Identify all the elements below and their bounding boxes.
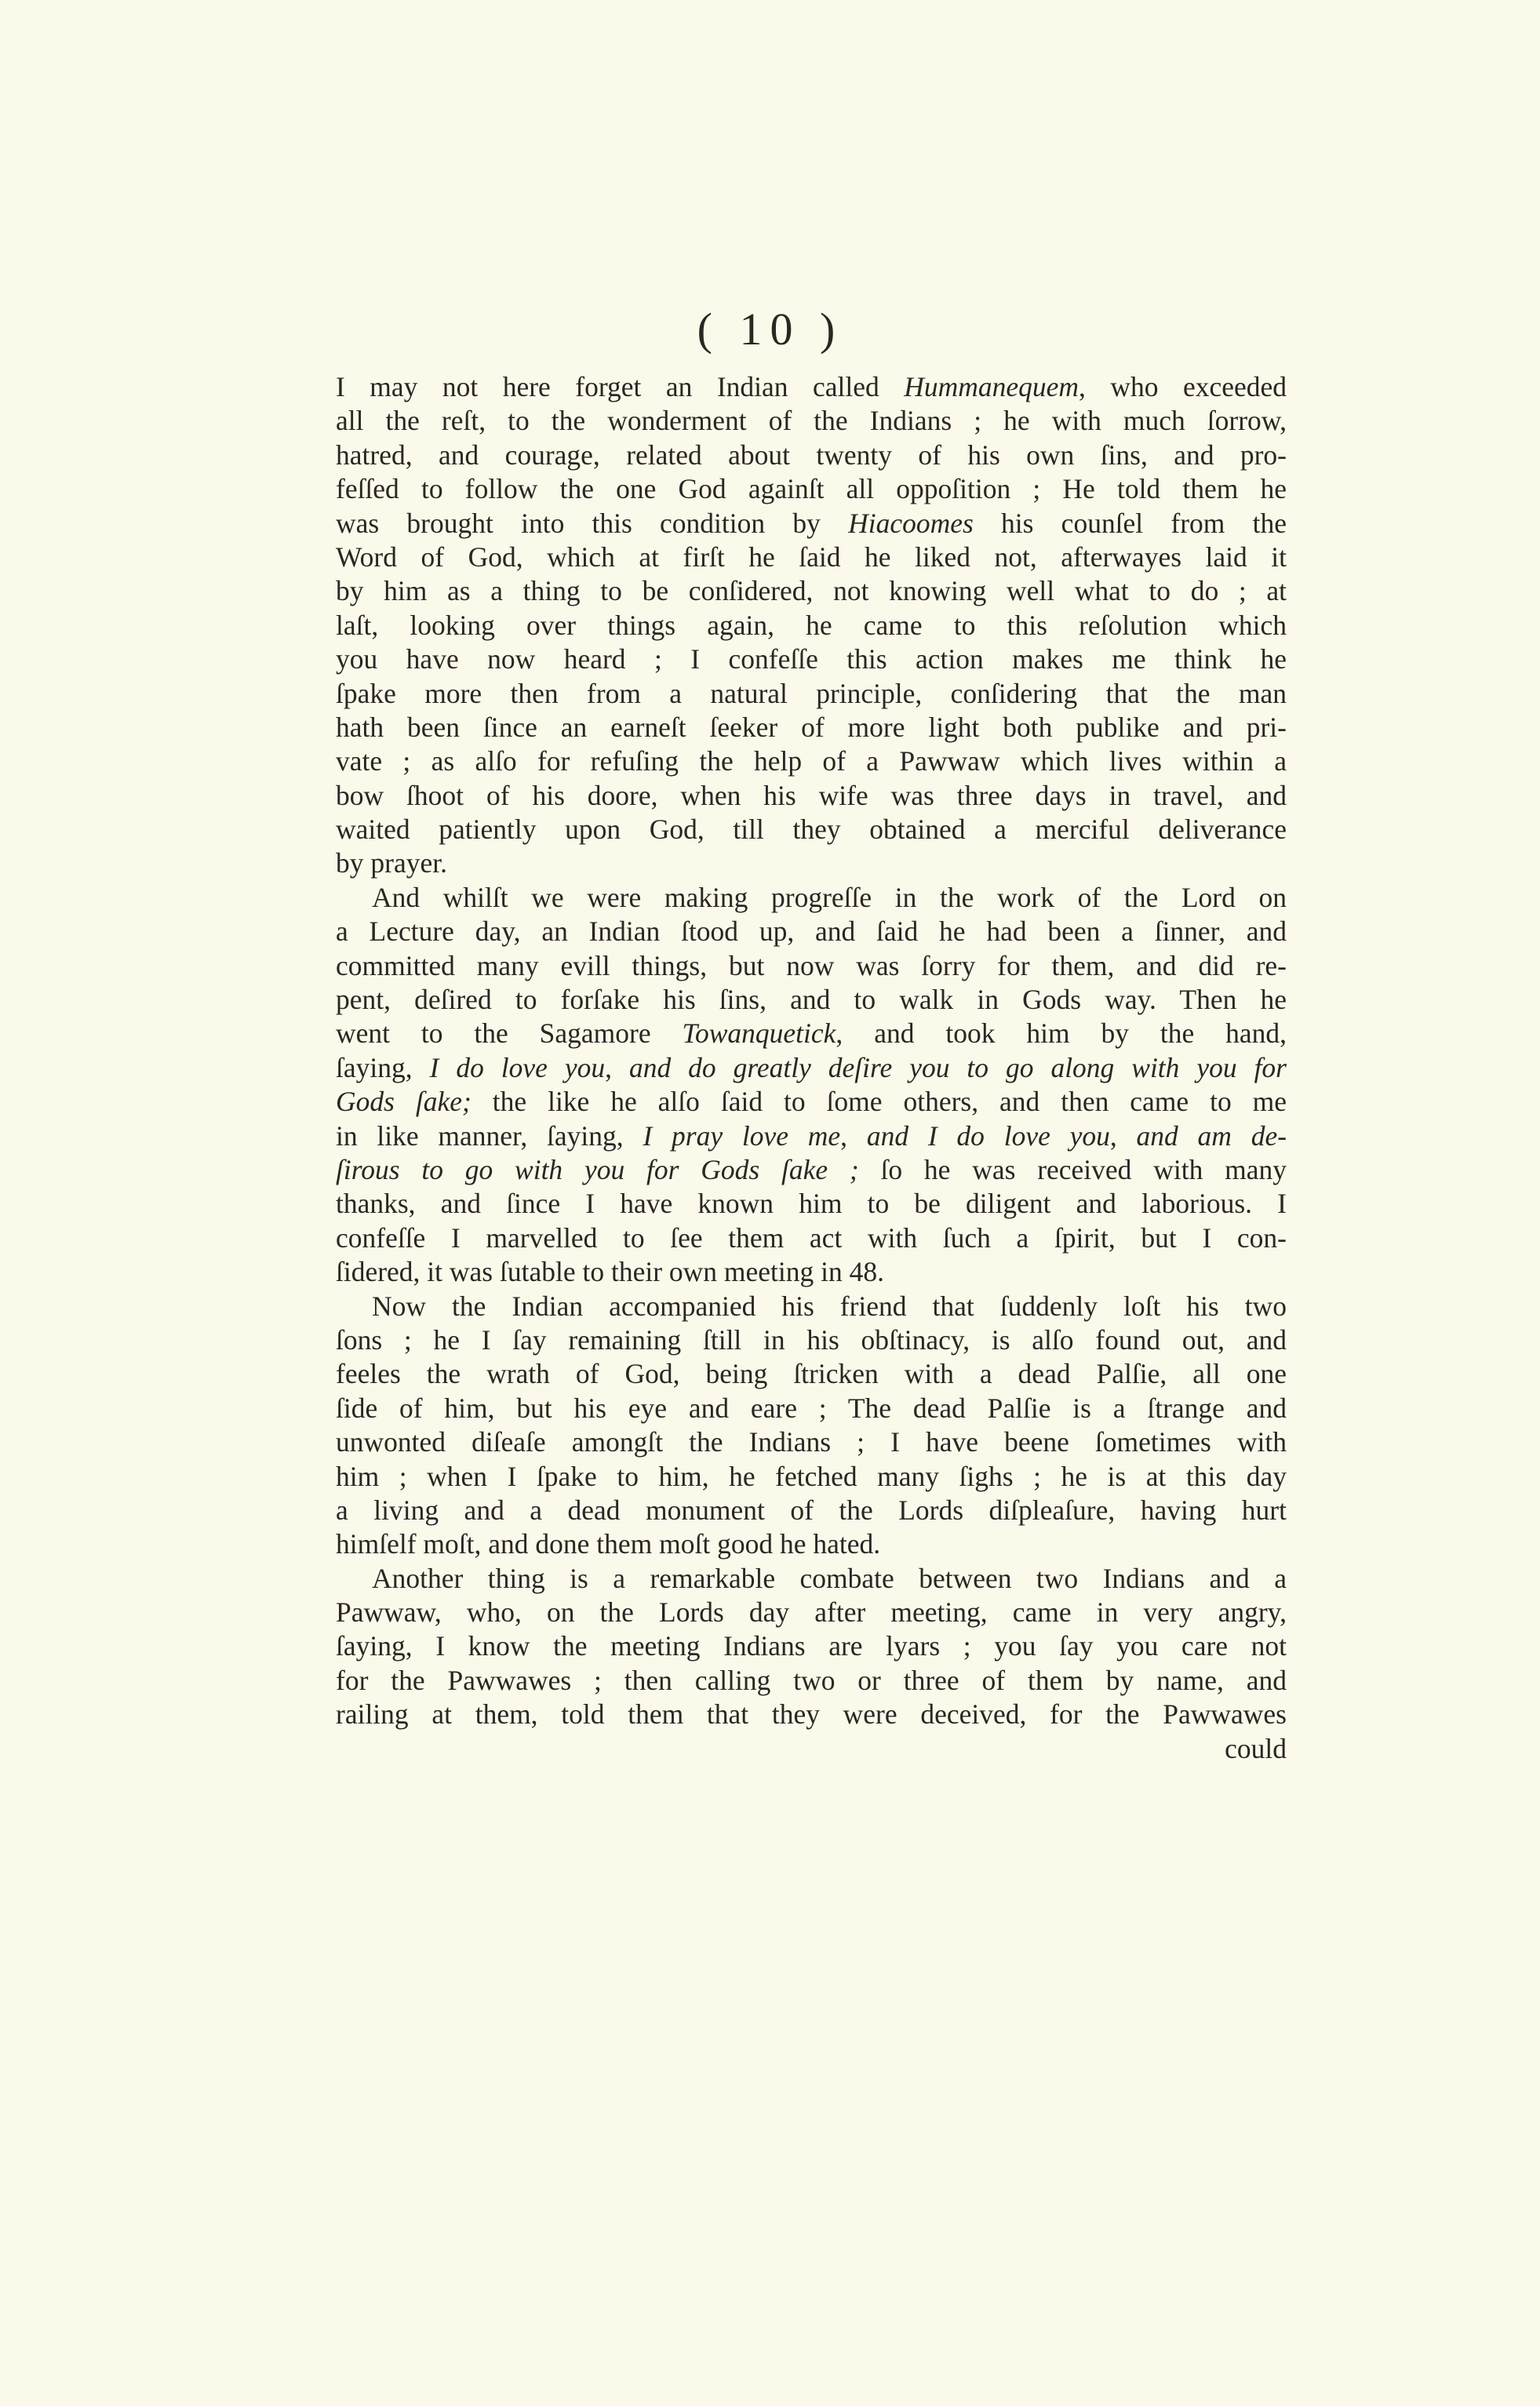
text-line (336, 541, 1287, 574)
text-run: Towanquetick (682, 1017, 836, 1050)
text-line (336, 439, 1287, 472)
text-line (336, 1596, 1287, 1629)
text-run: a living and a dead monument of the Lords diſpleaſure, having hurt (336, 1494, 1287, 1526)
text-line (336, 1051, 1287, 1085)
text-run: , who exceeded (1079, 371, 1287, 402)
text-line (336, 1629, 1287, 1663)
text-line (336, 1153, 1287, 1187)
text-line (336, 1562, 1287, 1596)
text-run: hatred, and courage, related about twenty of his own ſins, and pro- (336, 439, 1287, 471)
text-line (336, 1392, 1287, 1425)
text-run: went to the Sagamore (336, 1017, 683, 1050)
text-run: ſaying, (336, 1051, 430, 1083)
text-run: and am de- (1136, 1119, 1287, 1152)
text-line (336, 846, 1287, 880)
text-run: could (1225, 1732, 1287, 1764)
text-run: was brought into this condition by (336, 507, 849, 539)
text-run: Pawwaw, who, on the Lords day after meeting, came in very angry, (336, 1596, 1287, 1629)
text-line (336, 472, 1287, 506)
text-line (336, 1323, 1287, 1357)
text-run: ſons ; he I ſay remaining ſtill in his obſtinacy, is alſo found out, and (336, 1323, 1287, 1356)
text-run: ſide of him, but his eye and eare ; The dead Palſie is a ſtrange and (336, 1392, 1287, 1424)
text-line (336, 1425, 1287, 1459)
text-run: vate ; as alſo for refuſing the help of a Pawwaw which lives within a (336, 745, 1287, 777)
text-run: ſirous to go with you for Gods ſake ; (336, 1153, 859, 1185)
text-line (336, 677, 1287, 711)
text-run: ſaying, I know the meeting Indians are lyars ; you ſay you care not (336, 1630, 1287, 1662)
text-line (336, 813, 1287, 846)
text-run: himſelf moſt, and done them moſt good he hated. (336, 1528, 881, 1560)
text-run: him ; when I ſpake to him, he fetched many ſighs ; he is at this day (336, 1460, 1287, 1492)
text-line (336, 1255, 1287, 1289)
text-line (336, 711, 1287, 744)
text-run: pent, deſired to forſake his ſins, and to walk in Gods way. Then he (336, 984, 1287, 1016)
text-run: ſo he was received with many (858, 1153, 1287, 1185)
text-line (336, 642, 1287, 676)
text-line (336, 1017, 1287, 1050)
text-line (336, 1221, 1287, 1255)
text-line (336, 370, 1287, 404)
text-run: feeles the wrath of God, being ſtricken with a dead Palſie, all one (336, 1358, 1287, 1390)
text-run: and do greatly deſire you to go along with you for (628, 1051, 1287, 1083)
text-run: , and took him by the hand, (836, 1017, 1287, 1050)
text-line (336, 881, 1287, 915)
text-line (336, 1290, 1287, 1323)
text-run: ſidered, it was ſutable to their own meeting in 48. (336, 1256, 884, 1288)
text-run: Another thing is a remarkable combate between two Indians and a (372, 1562, 1287, 1594)
text-line (336, 1527, 1287, 1561)
text-run: Word of God, which at firſt he ſaid he liked not, afterwayes laid it (336, 541, 1287, 573)
text-run: by him as a thing to be conſidered, not knowing well what to do ; at (336, 575, 1287, 607)
text-line (336, 949, 1287, 983)
text-line (336, 1460, 1287, 1494)
text-run: you have now heard ; I confeſſe this action makes me think he (336, 643, 1287, 675)
text-line (336, 609, 1287, 642)
text-run: bow ſhoot of his doore, when his wife was three days in travel, and (336, 779, 1287, 811)
text-run: I do love you (429, 1051, 606, 1083)
text-line (336, 574, 1287, 608)
text-run: , (1109, 1119, 1137, 1152)
text-run: by prayer. (336, 847, 447, 879)
text-run: his counſel from the (973, 507, 1287, 539)
text-run: Hiacoomes (848, 507, 974, 539)
text-line (336, 983, 1287, 1017)
catchword (336, 1732, 1287, 1766)
text-run: feſſed to follow the one God againſt all oppoſition ; He told them he (336, 473, 1287, 505)
text-run: , (840, 1119, 867, 1152)
text-run: in like manner, ſaying, (336, 1119, 643, 1152)
text-run: thanks, and ſince I have known him to be diligent and laborious. I (336, 1188, 1287, 1220)
text-run: Now the Indian accompanied his friend that ſuddenly loſt his two (372, 1290, 1287, 1322)
text-line (336, 744, 1287, 778)
text-run: I may not here forget an Indian called (336, 371, 905, 402)
text-run: Hummanequem (904, 371, 1079, 402)
text-run: I pray love me (643, 1119, 841, 1152)
text-line (336, 1664, 1287, 1698)
text-run: unwonted diſeaſe amongſt the Indians ; I have beene ſometimes with (336, 1426, 1287, 1458)
text-line (336, 915, 1287, 948)
text-line (336, 1187, 1287, 1221)
text-run: the like he alſo ſaid to ſome others, and then came to me (471, 1086, 1287, 1118)
text-run: ſpake more then from a natural principle, conſidering that the man (336, 677, 1287, 709)
text-run: hath been ſince an earneſt ſeeker of more light both publike and pri- (336, 711, 1287, 743)
text-run: railing at them, told them that they were deceived, for the Pawwawes (336, 1698, 1287, 1731)
text-line (336, 404, 1287, 438)
text-line (336, 1357, 1287, 1391)
text-line (336, 1494, 1287, 1527)
text-run: laſt, looking over things again, he came to this reſolution which (336, 609, 1287, 641)
text-run: confeſſe I marvelled to ſee them act with ſuch a ſpirit, but I con- (336, 1221, 1287, 1254)
text-line (336, 1085, 1287, 1119)
body-text (336, 370, 1287, 1766)
text-run: a Lecture day, an Indian ſtood up, and ſaid he had been a ſinner, and (336, 915, 1287, 948)
text-run: for the Pawwawes ; then calling two or three of them by name, and (336, 1664, 1287, 1696)
page-number: ( 10 ) (697, 304, 843, 355)
text-run: And whilſt we were making progreſſe in the work of the Lord on (372, 881, 1287, 913)
text-run: Gods ſake; (336, 1086, 471, 1118)
text-line (336, 1119, 1287, 1153)
text-line (336, 1698, 1287, 1731)
text-run: all the reſt, to the wonderment of the Indians ; he with much ſorrow, (336, 405, 1287, 437)
text-run: and I do love you (866, 1119, 1110, 1152)
text-run: , (605, 1051, 629, 1083)
text-line (336, 779, 1287, 813)
text-run: waited patiently upon God, till they obtained a merciful deliverance (336, 814, 1287, 846)
text-line (336, 507, 1287, 541)
text-run: committed many evill things, but now was ſorry for them, and did re- (336, 949, 1287, 981)
